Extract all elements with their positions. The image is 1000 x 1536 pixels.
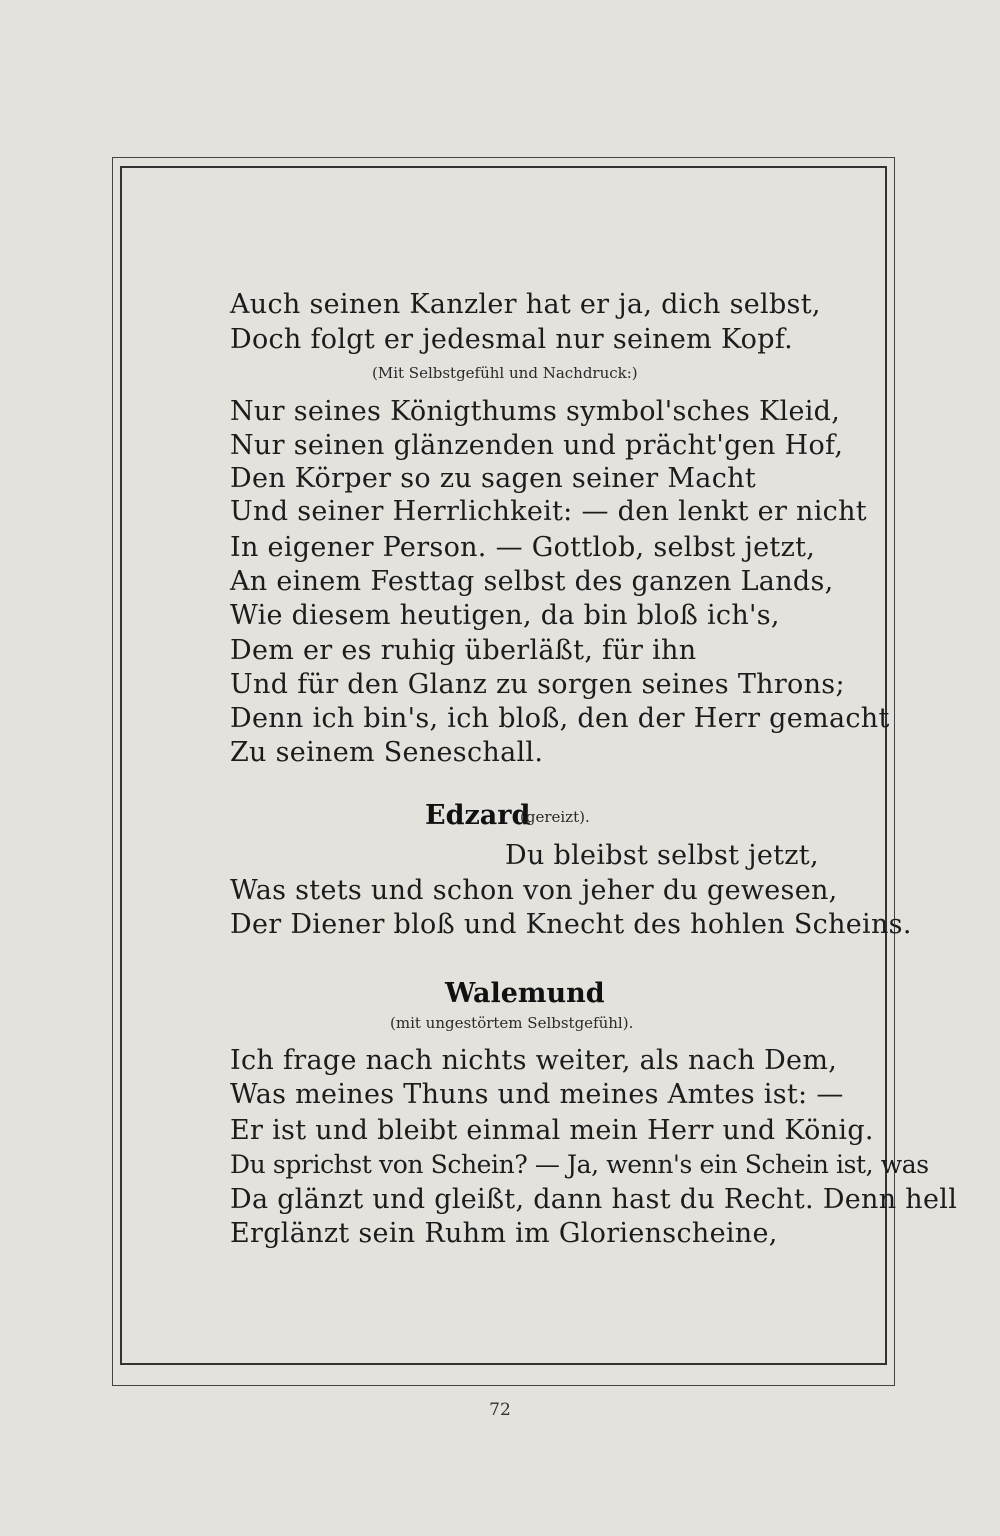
- verse-line: Wie diesem heutigen, da bin bloß ich's,: [230, 600, 780, 631]
- stage-direction: (gereizt).: [520, 808, 590, 826]
- verse-line: Nur seinen glänzenden und prächt'gen Hof,: [230, 430, 844, 461]
- verse-line: In eigener Person. — Gottlob, selbst jetzt,: [230, 532, 816, 563]
- verse-line: Der Diener bloß und Knecht des hohlen Scheins.: [230, 909, 912, 940]
- verse-line: Du bleibst selbst jetzt,: [505, 840, 819, 871]
- verse-line: Was meines Thuns und meines Amtes ist: —: [230, 1079, 844, 1110]
- speaker-name: Edzard: [425, 800, 531, 831]
- verse-line: Du sprichst von Schein? — Ja, wenn's ein Schein ist, was: [230, 1150, 929, 1179]
- verse-line: An einem Festtag selbst des ganzen Lands,: [230, 566, 834, 597]
- verse-line: Erglänzt sein Ruhm im Glorienscheine,: [230, 1218, 778, 1249]
- speaker-name: Walemund: [445, 978, 605, 1009]
- verse-line: Auch seinen Kanzler hat er ja, dich selbst,: [230, 289, 821, 320]
- verse-line: Den Körper so zu sagen seiner Macht: [230, 463, 756, 494]
- page-number: 72: [489, 1400, 511, 1420]
- verse-line: Nur seines Königthums symbol'sches Kleid,: [230, 396, 841, 427]
- verse-line: Denn ich bin's, ich bloß, den der Herr gemacht: [230, 703, 890, 734]
- verse-line: Zu seinem Seneschall.: [230, 737, 544, 768]
- verse-line: Da glänzt und gleißt, dann hast du Recht. Denn hell: [230, 1184, 958, 1215]
- verse-line: Doch folgt er jedesmal nur seinem Kopf.: [230, 324, 794, 355]
- stage-direction: (Mit Selbstgefühl und Nachdruck:): [372, 364, 638, 382]
- verse-line: Was stets und schon von jeher du gewesen,: [230, 875, 838, 906]
- verse-line: Und seiner Herrlichkeit: — den lenkt er nicht: [230, 496, 867, 527]
- stage-direction: (mit ungestörtem Selbstgefühl).: [390, 1014, 634, 1032]
- verse-line: Er ist und bleibt einmal mein Herr und König.: [230, 1115, 874, 1146]
- verse-line: Und für den Glanz zu sorgen seines Throns;: [230, 669, 845, 700]
- verse-line: Dem er es ruhig überläßt, für ihn: [230, 635, 697, 666]
- verse-line: Ich frage nach nichts weiter, als nach Dem,: [230, 1045, 838, 1076]
